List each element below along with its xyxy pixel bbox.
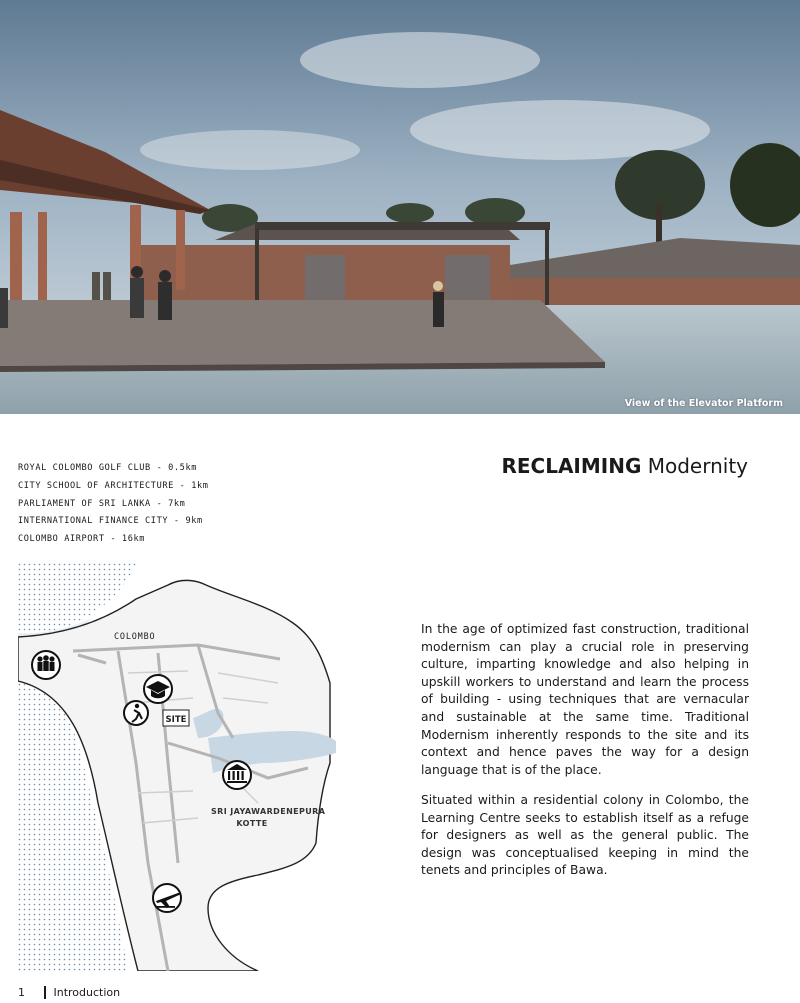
parliament-icon [223,761,251,789]
distance-item: COLOMBO AIRPORT - 16km [18,534,146,545]
golf-icon [124,701,148,725]
cloud [300,32,540,88]
title-bold: RECLAIMING [501,454,642,478]
tree [386,203,434,223]
airplane-icon [153,884,181,912]
distance-item: INTERNATIONAL FINANCE CITY - 9km [18,516,203,527]
footer-divider [44,986,46,999]
distance-item: CITY SCHOOL OF ARCHITECTURE - 1km [18,480,209,491]
distance-item: PARLIAMENT OF SRI LANKA - 7km [18,498,186,509]
distance-list [18,460,209,549]
platform [0,300,605,366]
map-graphic [18,563,346,971]
person [0,288,8,328]
page-title [501,452,748,480]
person [103,272,111,300]
location-map [18,563,346,971]
person [433,292,444,327]
kotte-label-2: KOTTE [236,819,268,828]
colombo-label: COLOMBO [114,632,156,642]
page-number: 1 [18,986,25,999]
hero-image [0,0,800,414]
kotte-label: SRI JAYAWARDENEPURA [211,807,326,816]
person [158,282,172,320]
hero-caption: View of the Elevator Platform [624,398,783,409]
hero-render [0,0,800,414]
context-paragraph: Situated within a residential colony in Colombo, the Learning Centre seeks to establish itself as a refuge for designers as well as the general public. The design was conceptualised keeping in mind the tenets and principles of Bawa. [421,793,749,878]
distance-item: ROYAL COLOMBO GOLF CLUB - 0.5km [18,463,197,473]
page-footer [18,986,120,999]
person [130,278,144,318]
graduation-cap-icon [144,675,172,703]
people-icon [32,651,60,679]
tree [465,198,525,226]
cloud [140,130,360,170]
section-name: Introduction [53,986,121,999]
site-label: SITE [165,715,187,725]
person [92,272,100,300]
title-light: Modernity [647,454,748,478]
intro-paragraph: In the age of optimized fast construction, traditional modernism can play a crucial role in preserving culture, imparting knowledge and also helping in upskill workers to understand and learn the process of building - using techniques that are vernacular and sustainable at the same time. Traditional Modernism inherently responds to the site and its context and hence paves the way for a design language that is of the place. [421,622,749,777]
